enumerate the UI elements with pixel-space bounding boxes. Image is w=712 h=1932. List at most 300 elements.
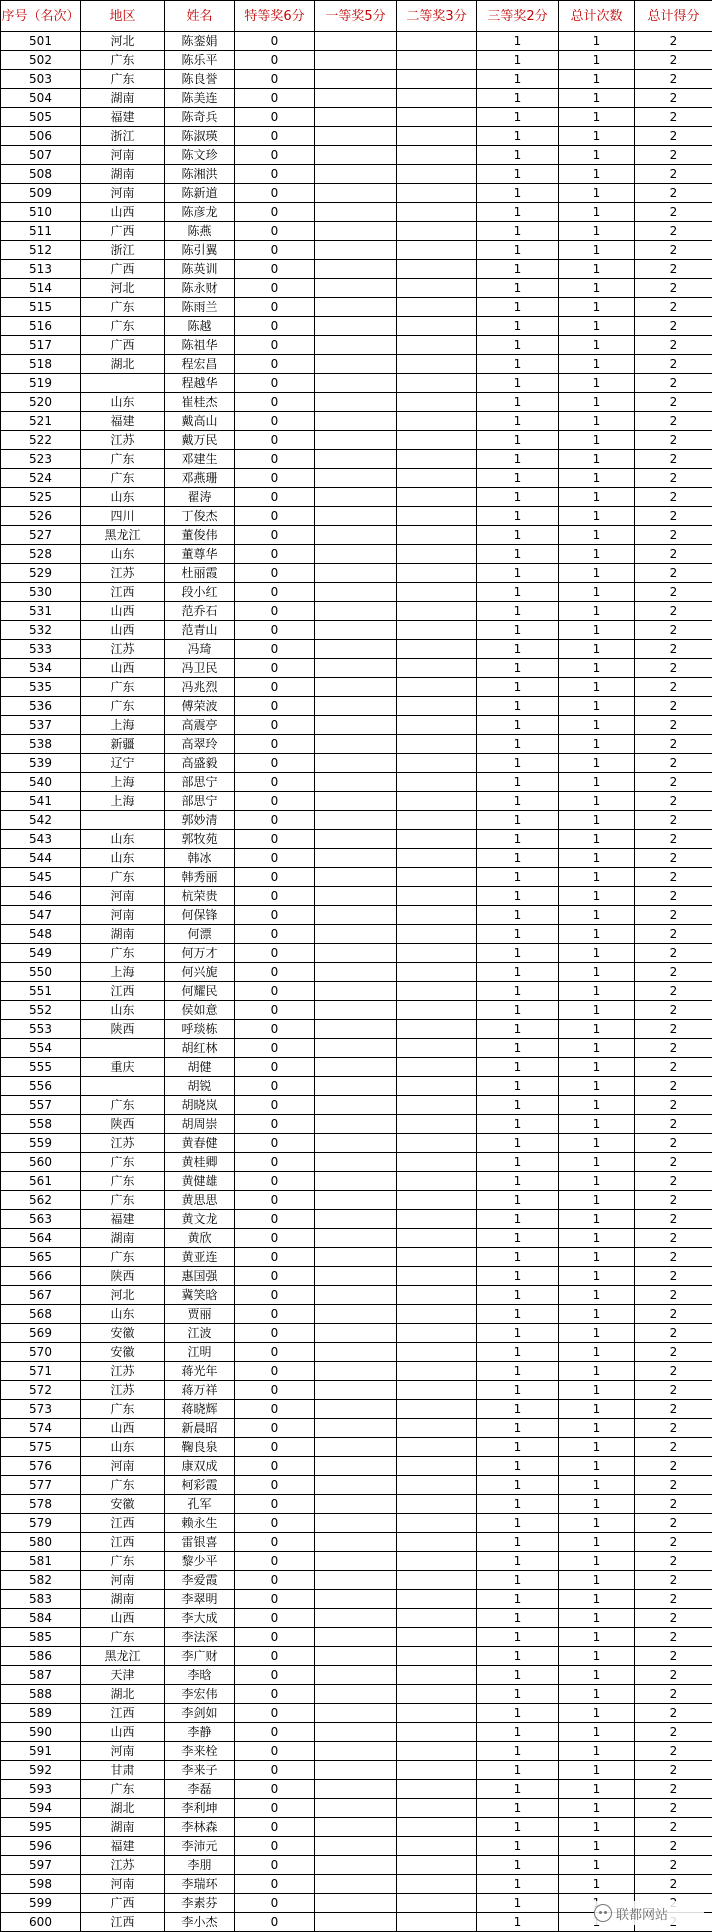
table-row [1, 165, 712, 184]
total-score-cell: 2 [635, 1590, 712, 1609]
first-prize-cell [315, 1191, 397, 1210]
total-score-cell: 2 [635, 412, 712, 431]
first-prize-cell [315, 659, 397, 678]
total-score-cell: 2 [635, 165, 712, 184]
table-row [1, 564, 712, 583]
second-prize-cell [397, 773, 477, 792]
rank-cell: 573 [1, 1400, 81, 1419]
third-prize-cell: 1 [477, 1020, 559, 1039]
rank-cell: 560 [1, 1153, 81, 1172]
region-cell: 河南 [81, 1457, 165, 1476]
column-header-second-prize: 二等奖3分 [397, 1, 477, 32]
region-cell: 山西 [81, 659, 165, 678]
total-score-cell: 2 [635, 184, 712, 203]
column-header-total-count: 总计次数 [559, 1, 635, 32]
total-count-cell: 1 [559, 260, 635, 279]
rank-cell: 563 [1, 1210, 81, 1229]
table-row [1, 1362, 712, 1381]
total-score-cell: 2 [635, 1324, 712, 1343]
region-cell: 江苏 [81, 1362, 165, 1381]
name-cell: 陈淑瑛 [165, 127, 235, 146]
third-prize-cell: 1 [477, 355, 559, 374]
total-score-cell: 2 [635, 1248, 712, 1267]
total-count-cell: 1 [559, 507, 635, 526]
second-prize-cell [397, 1020, 477, 1039]
first-prize-cell [315, 526, 397, 545]
special-prize-cell: 0 [235, 1799, 315, 1818]
third-prize-cell: 1 [477, 1799, 559, 1818]
rank-cell: 539 [1, 754, 81, 773]
total-score-cell: 2 [635, 1514, 712, 1533]
total-count-cell: 1 [559, 887, 635, 906]
name-cell: 邓建生 [165, 450, 235, 469]
rank-cell: 590 [1, 1723, 81, 1742]
region-cell: 山西 [81, 203, 165, 222]
name-cell: 部思宁 [165, 792, 235, 811]
region-cell: 江苏 [81, 564, 165, 583]
region-cell: 河北 [81, 1286, 165, 1305]
third-prize-cell: 1 [477, 1229, 559, 1248]
first-prize-cell [315, 1799, 397, 1818]
rank-cell: 540 [1, 773, 81, 792]
third-prize-cell: 1 [477, 1780, 559, 1799]
second-prize-cell [397, 203, 477, 222]
third-prize-cell: 1 [477, 336, 559, 355]
total-count-cell: 1 [559, 1856, 635, 1875]
special-prize-cell: 0 [235, 184, 315, 203]
special-prize-cell: 0 [235, 241, 315, 260]
name-cell: 程越华 [165, 374, 235, 393]
table-row [1, 1343, 712, 1362]
third-prize-cell: 1 [477, 317, 559, 336]
total-count-cell: 1 [559, 773, 635, 792]
second-prize-cell [397, 1115, 477, 1134]
rank-cell: 596 [1, 1837, 81, 1856]
first-prize-cell [315, 1780, 397, 1799]
special-prize-cell: 0 [235, 1913, 315, 1932]
total-count-cell: 1 [559, 526, 635, 545]
second-prize-cell [397, 1305, 477, 1324]
second-prize-cell [397, 412, 477, 431]
total-count-cell: 1 [559, 203, 635, 222]
rank-cell: 531 [1, 602, 81, 621]
first-prize-cell [315, 697, 397, 716]
name-cell: 冯卫民 [165, 659, 235, 678]
special-prize-cell: 0 [235, 1552, 315, 1571]
second-prize-cell [397, 1438, 477, 1457]
table-row [1, 621, 712, 640]
region-cell: 甘肃 [81, 1761, 165, 1780]
table-row [1, 678, 712, 697]
total-count-cell: 1 [559, 488, 635, 507]
region-cell: 江苏 [81, 1381, 165, 1400]
region-cell: 广东 [81, 1628, 165, 1647]
total-score-cell: 2 [635, 906, 712, 925]
name-cell: 冀笑晗 [165, 1286, 235, 1305]
first-prize-cell [315, 1913, 397, 1932]
special-prize-cell: 0 [235, 982, 315, 1001]
name-cell: 段小红 [165, 583, 235, 602]
region-cell: 山东 [81, 488, 165, 507]
total-count-cell: 1 [559, 51, 635, 70]
rank-cell: 598 [1, 1875, 81, 1894]
second-prize-cell [397, 1058, 477, 1077]
total-score-cell: 2 [635, 773, 712, 792]
name-cell: 李利坤 [165, 1799, 235, 1818]
total-count-cell: 1 [559, 754, 635, 773]
rank-cell: 566 [1, 1267, 81, 1286]
name-cell: 黄健雄 [165, 1172, 235, 1191]
third-prize-cell: 1 [477, 241, 559, 260]
second-prize-cell [397, 1894, 477, 1913]
special-prize-cell: 0 [235, 146, 315, 165]
special-prize-cell: 0 [235, 203, 315, 222]
second-prize-cell [397, 146, 477, 165]
name-cell: 韩秀丽 [165, 868, 235, 887]
first-prize-cell [315, 355, 397, 374]
name-cell: 李素芬 [165, 1894, 235, 1913]
third-prize-cell: 1 [477, 279, 559, 298]
table-row [1, 982, 712, 1001]
total-score-cell: 2 [635, 355, 712, 374]
name-cell: 贾丽 [165, 1305, 235, 1324]
second-prize-cell [397, 1324, 477, 1343]
total-count-cell: 1 [559, 412, 635, 431]
first-prize-cell [315, 184, 397, 203]
rank-cell: 562 [1, 1191, 81, 1210]
rank-cell: 576 [1, 1457, 81, 1476]
first-prize-cell [315, 1286, 397, 1305]
rank-cell: 593 [1, 1780, 81, 1799]
total-count-cell: 1 [559, 165, 635, 184]
first-prize-cell [315, 792, 397, 811]
special-prize-cell: 0 [235, 1153, 315, 1172]
region-cell: 浙江 [81, 241, 165, 260]
column-header-rank: 序号（名次） [1, 1, 81, 32]
total-score-cell: 2 [635, 469, 712, 488]
total-count-cell: 1 [559, 1381, 635, 1400]
region-cell: 广东 [81, 1552, 165, 1571]
table-row [1, 1666, 712, 1685]
total-score-cell: 2 [635, 393, 712, 412]
third-prize-cell: 1 [477, 1761, 559, 1780]
total-count-cell: 1 [559, 697, 635, 716]
total-score-cell: 2 [635, 1742, 712, 1761]
region-cell: 广东 [81, 697, 165, 716]
first-prize-cell [315, 1571, 397, 1590]
second-prize-cell [397, 260, 477, 279]
second-prize-cell [397, 963, 477, 982]
name-cell: 李法深 [165, 1628, 235, 1647]
name-cell: 何漂 [165, 925, 235, 944]
region-cell: 安徽 [81, 1495, 165, 1514]
table-row [1, 640, 712, 659]
region-cell: 山东 [81, 849, 165, 868]
total-score-cell: 2 [635, 564, 712, 583]
table-row [1, 203, 712, 222]
first-prize-cell [315, 963, 397, 982]
total-count-cell: 1 [559, 146, 635, 165]
third-prize-cell: 1 [477, 1742, 559, 1761]
total-score-cell: 2 [635, 1723, 712, 1742]
header-row [1, 1, 712, 32]
special-prize-cell: 0 [235, 1571, 315, 1590]
first-prize-cell [315, 906, 397, 925]
region-cell: 山东 [81, 545, 165, 564]
total-score-cell: 2 [635, 374, 712, 393]
name-cell: 黄春健 [165, 1134, 235, 1153]
region-cell: 广西 [81, 336, 165, 355]
special-prize-cell: 0 [235, 906, 315, 925]
total-score-cell: 2 [635, 1343, 712, 1362]
total-count-cell: 1 [559, 374, 635, 393]
rank-cell: 519 [1, 374, 81, 393]
second-prize-cell [397, 1818, 477, 1837]
total-count-cell: 1 [559, 1780, 635, 1799]
total-count-cell: 1 [559, 431, 635, 450]
total-score-cell: 2 [635, 1419, 712, 1438]
total-score-cell: 2 [635, 1666, 712, 1685]
second-prize-cell [397, 1552, 477, 1571]
total-count-cell: 1 [559, 1742, 635, 1761]
third-prize-cell: 1 [477, 1267, 559, 1286]
third-prize-cell: 1 [477, 412, 559, 431]
third-prize-cell: 1 [477, 32, 559, 51]
second-prize-cell [397, 279, 477, 298]
region-cell: 湖南 [81, 165, 165, 184]
table-row [1, 1020, 712, 1039]
rank-cell: 581 [1, 1552, 81, 1571]
total-score-cell: 2 [635, 127, 712, 146]
region-cell: 江西 [81, 583, 165, 602]
rank-cell: 565 [1, 1248, 81, 1267]
first-prize-cell [315, 222, 397, 241]
name-cell: 董尊华 [165, 545, 235, 564]
second-prize-cell [397, 1647, 477, 1666]
rank-cell: 542 [1, 811, 81, 830]
region-cell: 山东 [81, 393, 165, 412]
first-prize-cell [315, 279, 397, 298]
third-prize-cell: 1 [477, 1381, 559, 1400]
total-score-cell: 2 [635, 583, 712, 602]
special-prize-cell: 0 [235, 507, 315, 526]
first-prize-cell [315, 1647, 397, 1666]
name-cell: 李晗 [165, 1666, 235, 1685]
table-row [1, 1381, 712, 1400]
name-cell: 惠国强 [165, 1267, 235, 1286]
third-prize-cell: 1 [477, 1286, 559, 1305]
region-cell: 福建 [81, 108, 165, 127]
table-row [1, 1799, 712, 1818]
first-prize-cell [315, 1172, 397, 1191]
total-score-cell: 2 [635, 1571, 712, 1590]
rank-cell: 515 [1, 298, 81, 317]
second-prize-cell [397, 469, 477, 488]
rank-cell: 538 [1, 735, 81, 754]
special-prize-cell: 0 [235, 792, 315, 811]
special-prize-cell: 0 [235, 1134, 315, 1153]
name-cell: 陈祖华 [165, 336, 235, 355]
second-prize-cell [397, 1001, 477, 1020]
region-cell [81, 811, 165, 830]
special-prize-cell: 0 [235, 1172, 315, 1191]
total-score-cell: 2 [635, 450, 712, 469]
rank-cell: 552 [1, 1001, 81, 1020]
third-prize-cell: 1 [477, 1210, 559, 1229]
name-cell: 陈雨兰 [165, 298, 235, 317]
region-cell: 河北 [81, 32, 165, 51]
total-score-cell: 2 [635, 89, 712, 108]
total-score-cell: 2 [635, 1552, 712, 1571]
third-prize-cell: 1 [477, 1837, 559, 1856]
region-cell: 广东 [81, 70, 165, 89]
rank-cell: 524 [1, 469, 81, 488]
third-prize-cell: 1 [477, 431, 559, 450]
table-row [1, 1476, 712, 1495]
total-score-cell: 2 [635, 1153, 712, 1172]
table-row [1, 298, 712, 317]
region-cell: 江苏 [81, 640, 165, 659]
table-row [1, 1096, 712, 1115]
table-row [1, 1571, 712, 1590]
second-prize-cell [397, 1628, 477, 1647]
total-count-cell: 1 [559, 317, 635, 336]
rank-cell: 587 [1, 1666, 81, 1685]
total-score-cell: 2 [635, 1077, 712, 1096]
region-cell: 山西 [81, 602, 165, 621]
first-prize-cell [315, 1552, 397, 1571]
table-row [1, 1248, 712, 1267]
total-count-cell: 1 [559, 1001, 635, 1020]
second-prize-cell [397, 1267, 477, 1286]
total-count-cell: 1 [559, 32, 635, 51]
total-score-cell: 2 [635, 621, 712, 640]
second-prize-cell [397, 868, 477, 887]
third-prize-cell: 1 [477, 260, 559, 279]
table-row [1, 1856, 712, 1875]
name-cell: 李爱霞 [165, 1571, 235, 1590]
total-count-cell: 1 [559, 602, 635, 621]
total-count-cell: 1 [559, 1058, 635, 1077]
special-prize-cell: 0 [235, 222, 315, 241]
region-cell: 湖南 [81, 1818, 165, 1837]
total-score-cell: 2 [635, 146, 712, 165]
second-prize-cell [397, 1229, 477, 1248]
name-cell: 陈奇兵 [165, 108, 235, 127]
first-prize-cell [315, 1039, 397, 1058]
rank-cell: 537 [1, 716, 81, 735]
total-count-cell: 1 [559, 89, 635, 108]
special-prize-cell: 0 [235, 450, 315, 469]
third-prize-cell: 1 [477, 545, 559, 564]
name-cell: 傅荣波 [165, 697, 235, 716]
first-prize-cell [315, 811, 397, 830]
third-prize-cell: 1 [477, 811, 559, 830]
total-score-cell: 2 [635, 545, 712, 564]
total-score-cell: 2 [635, 298, 712, 317]
rank-cell: 580 [1, 1533, 81, 1552]
total-count-cell: 1 [559, 1514, 635, 1533]
total-count-cell: 1 [559, 298, 635, 317]
name-cell: 黄桂卿 [165, 1153, 235, 1172]
third-prize-cell: 1 [477, 1476, 559, 1495]
region-cell: 山东 [81, 830, 165, 849]
third-prize-cell: 1 [477, 1400, 559, 1419]
second-prize-cell [397, 640, 477, 659]
first-prize-cell [315, 1438, 397, 1457]
table-row [1, 1609, 712, 1628]
third-prize-cell: 1 [477, 1438, 559, 1457]
table-row [1, 697, 712, 716]
rank-cell: 501 [1, 32, 81, 51]
second-prize-cell [397, 450, 477, 469]
total-count-cell: 1 [559, 1818, 635, 1837]
second-prize-cell [397, 1837, 477, 1856]
special-prize-cell: 0 [235, 621, 315, 640]
first-prize-cell [315, 754, 397, 773]
table-row [1, 51, 712, 70]
total-count-cell: 1 [559, 640, 635, 659]
total-score-cell: 2 [635, 1362, 712, 1381]
name-cell: 范乔石 [165, 602, 235, 621]
total-score-cell: 2 [635, 1457, 712, 1476]
table-row [1, 89, 712, 108]
special-prize-cell: 0 [235, 412, 315, 431]
total-score-cell: 2 [635, 222, 712, 241]
region-cell: 四川 [81, 507, 165, 526]
total-count-cell: 1 [559, 1666, 635, 1685]
second-prize-cell [397, 1248, 477, 1267]
total-count-cell: 1 [559, 469, 635, 488]
total-count-cell: 1 [559, 108, 635, 127]
region-cell: 广东 [81, 51, 165, 70]
table-row [1, 849, 712, 868]
region-cell: 广东 [81, 1153, 165, 1172]
third-prize-cell: 1 [477, 222, 559, 241]
region-cell: 安徽 [81, 1324, 165, 1343]
table-row [1, 32, 712, 51]
second-prize-cell [397, 108, 477, 127]
name-cell: 董俊伟 [165, 526, 235, 545]
name-cell: 陈美连 [165, 89, 235, 108]
third-prize-cell: 1 [477, 1115, 559, 1134]
special-prize-cell: 0 [235, 1780, 315, 1799]
first-prize-cell [315, 640, 397, 659]
third-prize-cell: 1 [477, 982, 559, 1001]
total-score-cell: 2 [635, 203, 712, 222]
rank-cell: 586 [1, 1647, 81, 1666]
third-prize-cell: 1 [477, 1039, 559, 1058]
rank-cell: 550 [1, 963, 81, 982]
second-prize-cell [397, 298, 477, 317]
region-cell: 新疆 [81, 735, 165, 754]
special-prize-cell: 0 [235, 1267, 315, 1286]
first-prize-cell [315, 1001, 397, 1020]
name-cell: 李朋 [165, 1856, 235, 1875]
first-prize-cell [315, 1343, 397, 1362]
rank-cell: 530 [1, 583, 81, 602]
second-prize-cell [397, 697, 477, 716]
region-cell: 广东 [81, 1476, 165, 1495]
name-cell: 李林森 [165, 1818, 235, 1837]
second-prize-cell [397, 1704, 477, 1723]
total-score-cell: 2 [635, 1647, 712, 1666]
special-prize-cell: 0 [235, 1419, 315, 1438]
total-count-cell: 1 [559, 1495, 635, 1514]
first-prize-cell [315, 51, 397, 70]
total-score-cell: 2 [635, 1685, 712, 1704]
rank-cell: 516 [1, 317, 81, 336]
